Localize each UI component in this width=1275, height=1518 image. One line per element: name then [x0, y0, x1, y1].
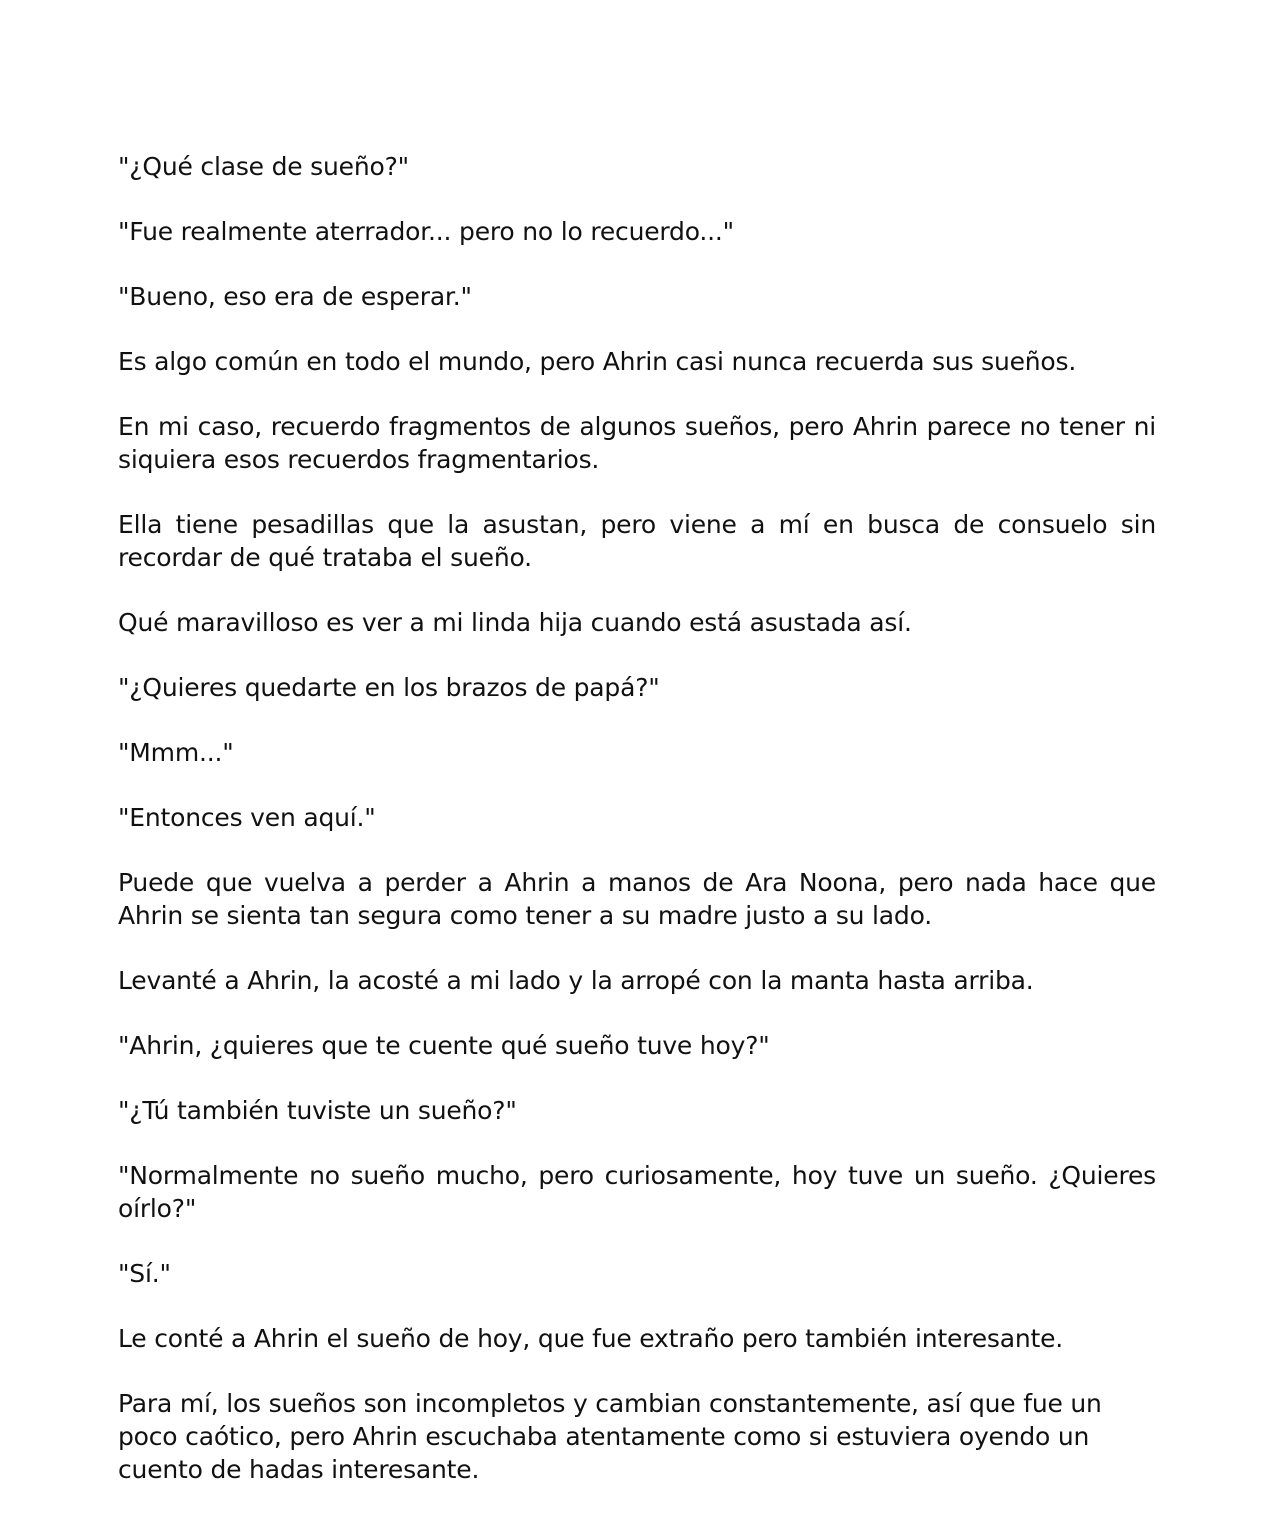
- paragraph: Para mí, los sueños son incompletos y cambian constantemente, así que fue un poco caótico, pero Ahrin escuchaba atentamente como si estuviera oyendo un cuento de hadas interesante.: [118, 1389, 1102, 1484]
- paragraph: Le conté a Ahrin el sueño de hoy, que fue extraño pero también interesante.: [118, 1324, 1064, 1353]
- paragraph: "Normalmente no sueño mucho, pero curiosamente, hoy tuve un sueño. ¿Quieres oírlo?": [118, 1161, 1156, 1223]
- paragraph: En mi caso, recuerdo fragmentos de algunos sueños, pero Ahrin parece no tener ni siquiera esos recuerdos fragmentarios.: [118, 412, 1156, 474]
- paragraph: Puede que vuelva a perder a Ahrin a manos de Ara Noona, pero nada hace que Ahrin se sienta tan segura como tener a su madre justo a su lado.: [118, 868, 1156, 930]
- paragraph: "¿Tú también tuviste un sueño?": [118, 1096, 517, 1125]
- paragraph: "Sí.": [118, 1259, 171, 1288]
- paragraph: "Mmm...": [118, 738, 234, 767]
- paragraph: Levanté a Ahrin, la acosté a mi lado y la arropé con la manta hasta arriba.: [118, 966, 1034, 995]
- paragraph: "¿Qué clase de sueño?": [118, 152, 409, 181]
- paragraph: Qué maravilloso es ver a mi linda hija cuando está asustada así.: [118, 608, 912, 637]
- paragraph: Ella tiene pesadillas que la asustan, pero viene a mí en busca de consuelo sin recordar de qué trataba el sueño.: [118, 510, 1156, 572]
- paragraph: "¿Quieres quedarte en los brazos de papá?": [118, 673, 660, 702]
- paragraph: "Ahrin, ¿quieres que te cuente qué sueño tuve hoy?": [118, 1031, 770, 1060]
- paragraph: Es algo común en todo el mundo, pero Ahrin casi nunca recuerda sus sueños.: [118, 347, 1077, 376]
- paragraph: "Bueno, eso era de esperar.": [118, 282, 472, 311]
- document-page: [118, 150, 1156, 1518]
- paragraph: "Entonces ven aquí.": [118, 803, 376, 832]
- paragraph: "Fue realmente aterrador... pero no lo recuerdo...": [118, 217, 734, 246]
